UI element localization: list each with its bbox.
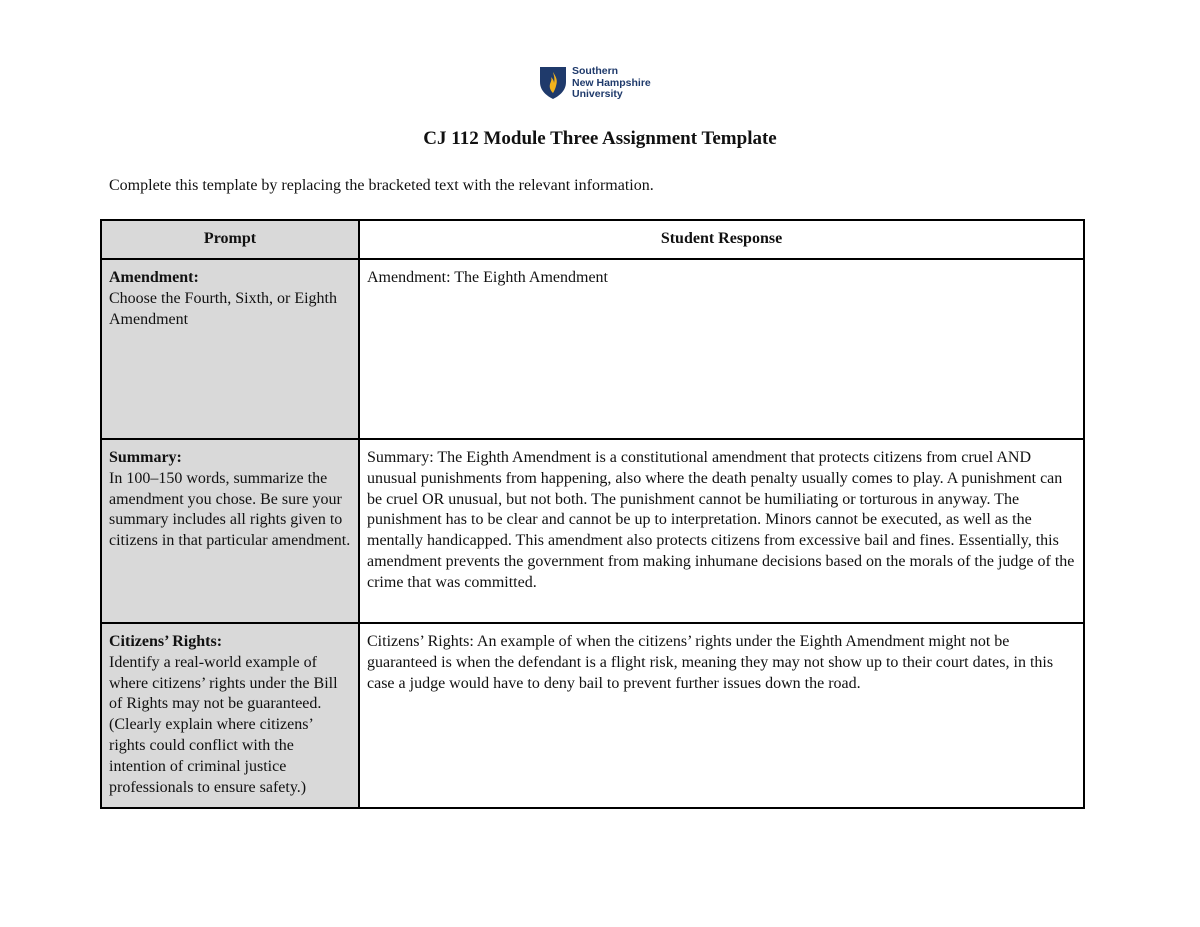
prompt-text: Identify a real-world example of where citizens’ rights under the Bill of Rights may not be guaranteed. (Clearly explain where citizens’ rights could conflict with the intention of criminal justice professionals to ensure safety.) (109, 653, 338, 796)
prompt-label: Summary: (109, 449, 182, 466)
response-text: Summary: The Eighth Amendment is a constitutional amendment that protects citizens from cruel AND unusual punishments from happening, also where the death penalty usually comes to play. A punishment can be cruel OR unusual, but not both. The punishment cannot be humiliating or torturous in anyway. The punishment has to be clear and cannot be up to interpretation. Minors cannot be executed, as well as the mentally handicapped. This amendment also protects citizens from excessive bail and fines. Essentially, this amendment prevents the government from making inhumane decisions based on the morals of the judge of the crime that was committed. (367, 449, 1075, 591)
header-student-response: Student Response (359, 220, 1084, 259)
response-text: Citizens’ Rights: An example of when the citizens’ rights under the Eighth Amendment might not be guaranteed is when the defendant is a flight risk, meaning they may not show up to their court dates, in this case a judge would have to deny bail to prevent further issues down the road. (367, 633, 1054, 692)
prompt-cell (101, 439, 359, 623)
prompt-text: In 100–150 words, summarize the amendment you chose. Be sure your summary includes all rights given to citizens in that particular amendment. (109, 469, 351, 550)
prompt-label: Amendment: (109, 269, 199, 286)
table-row (101, 623, 1084, 808)
logo-wordmark (572, 66, 651, 101)
logo-line-1: Southern (572, 65, 619, 77)
prompt-text: Choose the Fourth, Sixth, or Eighth Amendment (109, 289, 337, 328)
snhu-shield-icon (539, 66, 567, 100)
document-title: CJ 112 Module Three Assignment Template (423, 128, 777, 149)
prompt-label: Citizens’ Rights: (109, 633, 223, 650)
logo-line-2: New Hampshire (572, 76, 651, 89)
response-cell[interactable] (359, 623, 1084, 808)
assignment-table (100, 219, 1085, 809)
response-cell[interactable] (359, 439, 1084, 623)
instructions-text: Complete this template by replacing the bracketed text with the relevant information. (109, 177, 654, 194)
table-row (101, 439, 1084, 623)
logo-line-3: University (572, 88, 623, 100)
table-header-row (101, 220, 1084, 259)
response-cell[interactable] (359, 259, 1084, 439)
table-row (101, 259, 1084, 439)
university-logo (539, 66, 651, 101)
prompt-cell (101, 623, 359, 808)
response-text: Amendment: The Eighth Amendment (367, 269, 608, 286)
prompt-cell (101, 259, 359, 439)
header-prompt: Prompt (101, 220, 359, 259)
